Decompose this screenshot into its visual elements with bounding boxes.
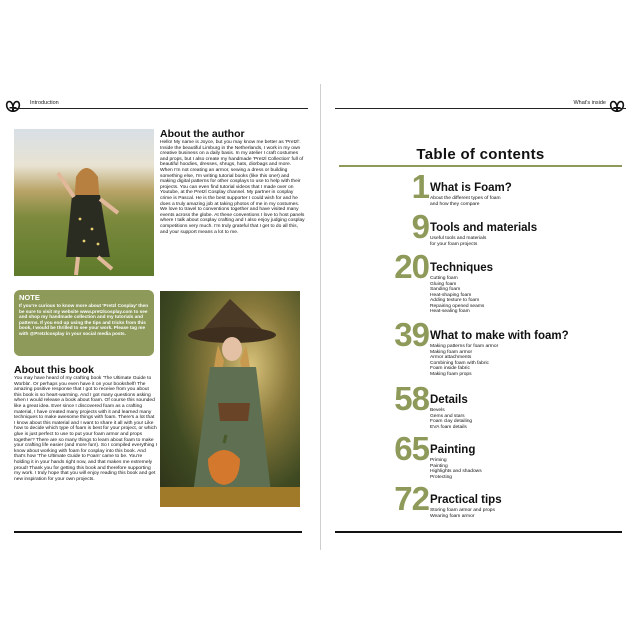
toc-entry-subtopics: Storing foam armor and props Wearing foam armor bbox=[430, 508, 495, 519]
header-rule bbox=[335, 108, 626, 109]
toc-rule bbox=[339, 165, 622, 167]
toc-entry-title: Tools and materials bbox=[430, 222, 538, 234]
toc-entry-title: Techniques bbox=[430, 262, 494, 274]
footer-rule bbox=[14, 531, 302, 533]
author-photo bbox=[14, 129, 154, 276]
toc-entry-title: Details bbox=[430, 394, 468, 406]
toc-entry-title: What is Foam? bbox=[430, 182, 512, 194]
toc-page-number: 9 bbox=[411, 208, 429, 245]
about-book-heading: About this book bbox=[14, 364, 94, 376]
toc-page-number: 72 bbox=[394, 480, 429, 517]
toc-page-number: 58 bbox=[394, 380, 429, 417]
toc-entry-subtopics: Making patterns for foam armor Making foam armor Armor attachments Combining foam with fabric Foam inside fabric Making foam props bbox=[430, 344, 499, 377]
left-page bbox=[0, 84, 320, 550]
toc-entry-title: Painting bbox=[430, 444, 476, 456]
footer-rule bbox=[335, 531, 622, 533]
header-rule bbox=[12, 108, 308, 109]
toc-entry-subtopics: Cutting foam Gluing foam Sanding foam Heat-shaping foam Adding texture to foam Repairing opened seams Heat-sealing foam bbox=[430, 276, 485, 314]
about-author-heading: About the author bbox=[160, 128, 245, 140]
page-header: Introduction bbox=[30, 100, 59, 106]
toc-entry-title: Practical tips bbox=[430, 494, 502, 506]
page-header: What's inside bbox=[573, 100, 606, 106]
toc-entry-subtopics: Bevels Gems and stars Foam clay detailing EVA foam details bbox=[430, 408, 473, 430]
toc-page-number: 65 bbox=[394, 430, 429, 467]
pretzel-logo-icon bbox=[4, 99, 22, 113]
toc-entry-subtopics: Priming Painting Highlights and shadows Protecting bbox=[430, 458, 482, 480]
pretzel-logo-icon bbox=[608, 99, 626, 113]
toc-page-number: 39 bbox=[394, 316, 429, 353]
toc-title: Table of contents bbox=[416, 146, 545, 163]
note-text: If you're curious to know more about 'Pretzl Cosplay' then be sure to visit my website www.pretzlcosplay.com to see and shop my handmade collection and my tutorials and patterns. If you end up using the tips and tricks from this book, I would be thrilled to see your work. Please tag me with @Pretzlcosplay in your social media posts. bbox=[19, 303, 149, 336]
toc-page-number: 20 bbox=[394, 248, 429, 285]
toc-page-number: 1 bbox=[411, 168, 429, 205]
toc-entry-subtopics: Useful tools and materials for your foam projects bbox=[430, 236, 487, 247]
about-author-text: Hello! My name is Joyce, but you may know me better as 'Pretzl'. Inside the beautiful Limburg in the Netherlands, I work in my own creative business on a daily basis. In my atelier I craft costumes and props, but I also create my handmade 'Pretzl Collection' full of beautiful hoodies, dresses, shrugs, hats, diorbags and more. When I'm not creating an armor, sewing a dress or building something else, I'm writing tutorial books (like this one!) and making digital patterns for other cosplays to use to help with their projects. You can even find tutorial videos that I made over on Youtube, at the Pretzl Cosplay channel. My partner in cosplay crime is Pascal. He is the best supporter I could wish for and he does a truly amazing job at taking photos of me in my costumes. We love to travel to conventions together and have visited many events across the globe. At these conventions I love to host panels where I talk about cosplay crafting and I also enjoy judging cosplay competitions very much. I'm truly grateful that I get to do all this, and your support means a lot to me. bbox=[160, 140, 305, 235]
cosplay-photo bbox=[160, 291, 300, 507]
right-page bbox=[321, 84, 640, 550]
note-box bbox=[14, 290, 154, 356]
toc-entry-title: What to make with foam? bbox=[430, 330, 569, 342]
about-book-text: You may have heard of my crafting book 'The Ultimate Guide to Worbla'. Or perhaps you even have it on your bookshelf! The amazing positive response that I got to receive from you about this book is so heart-warming. And I got many questions asking when I would release a book about foam. Of course this sounded like a great idea. Ever since I discovered foam as a crafting material, I have created many projects with it and learned many techniques to make awesome things with foam. There's a lot that I know about this material and I want to share it all with you! Like how to decide which type of foam is best for your project, or which glue is just perfect to use to put your foam armor and props together? There are so many things to learn about foam to make your crafting life easier (and more fun!). So I compiled everything I know about working with foam for cosplay into this book. And that's how 'The Ultimate Guide to Foam' came to be. You're holding it in your hands right now, and that makes me extremely proud! Thank you for getting this book and therefore supporting my work. I truly hope that you will enjoy reading this book and get new inspiration for your own projects. bbox=[14, 376, 157, 482]
toc-entry-subtopics: About the different types of foam and how they compare bbox=[430, 196, 501, 207]
note-title: NOTE bbox=[19, 293, 40, 302]
